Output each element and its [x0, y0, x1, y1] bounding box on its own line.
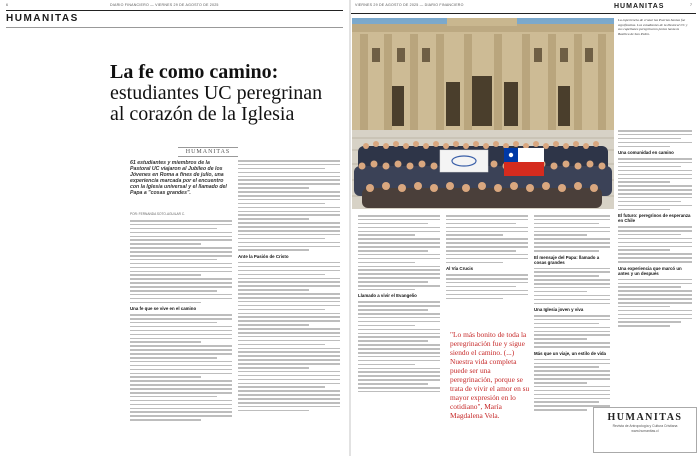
right-subhead-6: Una comunidad en camino	[618, 150, 674, 156]
section-title: HUMANITAS	[6, 13, 79, 24]
headline-line-3: al corazón de la Iglesia	[110, 103, 295, 125]
section-rule	[6, 27, 343, 28]
right-subhead-8: Una experiencia que marcó un antes y un después	[618, 265, 682, 276]
right-subhead-2: Al Vía Crucis	[446, 266, 474, 272]
right-column-1	[358, 215, 440, 395]
logo-text: HUMANITAS	[185, 149, 231, 155]
headline-line-1: La fe como camino:	[110, 61, 279, 83]
right-subhead-5: Más que un viaje, un estilo de vida	[534, 350, 606, 356]
right-subhead-1: Llamado a vivir el Evangelio	[358, 293, 417, 299]
body-column-1	[130, 220, 232, 423]
pull-quote: "Lo más bonito de toda la peregrinación fue y sigue siendo el camino. (...) Nuestra vida completa puede ser una peregrinación, porque se trata de vivir el amor en su mayor expresión en lo cotidiano", María Magdalena Vela.	[450, 330, 530, 420]
right-column-2	[446, 215, 528, 301]
facade-attic	[447, 18, 517, 26]
left-page	[0, 0, 349, 456]
chilean-flag	[504, 148, 544, 176]
right-section-title: HUMANITAS	[614, 3, 665, 10]
right-top-rule	[351, 13, 696, 14]
deck: 61 estudiantes y miembros de la Pastoral UC viajaron al Jubileo de los Jóvenes en Roma a fines de julio, una experiencia marcada por el encuentro con la Iglesia universal y el llamado del Papa a "cosas grandes".	[130, 160, 227, 196]
top-rule	[6, 10, 343, 11]
right-page-number: 7	[690, 3, 693, 7]
right-column-4	[618, 130, 692, 329]
logo-rule-bottom	[178, 156, 238, 157]
right-subhead-4: Una Iglesia joven y viva	[534, 307, 584, 313]
subhead-1: Una fe que se vive en el camino	[130, 306, 197, 312]
byline: POR: FERNANDA SOTO-AGUILAR C.	[130, 212, 186, 216]
left-folio: DIARIO FINANCIERO — VIERNES 29 DE AGOSTO DE 2025	[110, 3, 219, 7]
photo-caption: La experiencia de cruzar las Puertas Santas fue significativa. Los estudiantes de la Pastoral UC y sus capellanes peregrinaron juntos hasta la Basílica de San Pedro.	[618, 18, 688, 36]
body-column-2	[238, 160, 340, 414]
right-subhead-7: El futuro: peregrinos de esperanza en Chile	[618, 213, 691, 224]
headline	[110, 62, 340, 125]
headline-line-2: estudiantes UC peregrinan	[110, 82, 323, 104]
right-folio: VIERNES 29 DE AGOSTO DE 2025 — DIARIO FINANCIERO	[355, 3, 464, 7]
subhead-2: Ante la Pasión de Cristo	[238, 253, 289, 259]
logo-rule-top	[178, 147, 238, 148]
group-photo-illustration	[352, 18, 614, 209]
humanitas-logo	[178, 146, 238, 158]
ad-url: www.humanitas.cl	[631, 429, 659, 433]
humanitas-ad	[593, 407, 697, 453]
white-banner	[440, 150, 488, 172]
right-column-3	[534, 215, 610, 413]
right-subhead-3: El mensaje del Papa: llamado a cosas grandes	[534, 254, 600, 265]
ad-tagline: Revista de Antropología y Cultura Cristiana	[612, 424, 678, 428]
left-page-number: 6	[6, 3, 9, 7]
ad-title: HUMANITAS	[607, 412, 683, 423]
group-photo	[352, 18, 614, 209]
